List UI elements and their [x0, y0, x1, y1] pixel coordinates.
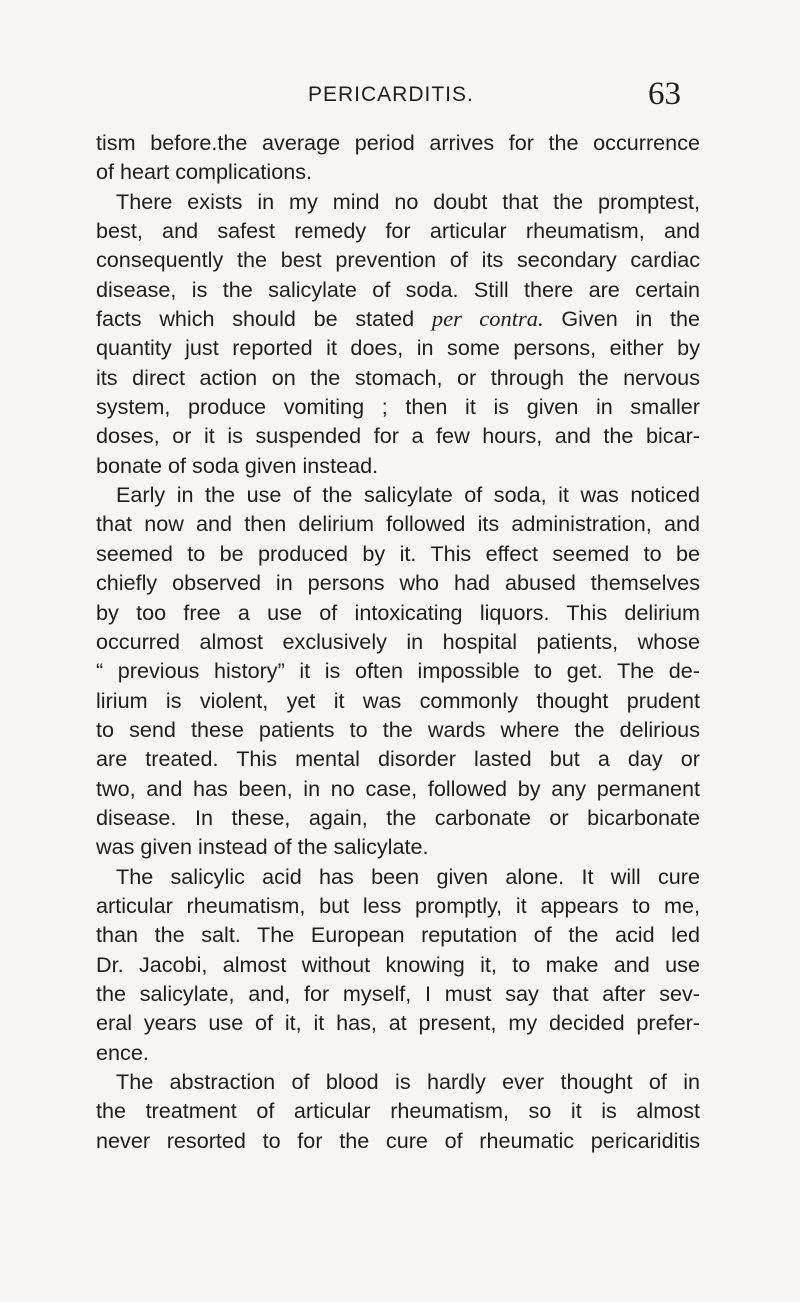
text-line: doses, or it is suspended for a few hours, and the bicar-	[96, 423, 700, 449]
text-line: tism before.the average period arrives for the occurrence	[96, 130, 700, 155]
text-line: seemed to be produced by it. This effect seemed to be	[96, 540, 700, 566]
running-header	[0, 76, 800, 116]
text-line-with-italic	[96, 304, 700, 333]
text-line: disease, is the salicylate of soda. Still there are certain	[96, 276, 700, 302]
text-line: never resorted to for the cure of rheumatic pericariditis	[96, 1127, 700, 1153]
text-line: was given instead of the salicylate.	[96, 834, 429, 860]
text-line: Dr. Jacobi, almost without knowing it, to make and use	[96, 951, 700, 977]
body-text	[96, 128, 700, 1155]
text-line: to send these patients to the wards where the delirious	[96, 716, 700, 742]
text-line: the treatment of articular rheumatism, so it is almost	[96, 1098, 700, 1124]
text-line: of heart complications.	[96, 159, 313, 185]
text-line: occurred almost exclusively in hospital patients, whose	[96, 628, 700, 654]
text-line: disease. In these, again, the carbonate or bicarbonate	[96, 804, 700, 830]
text-line: lirium is violent, yet it was commonly thought prudent	[96, 687, 700, 713]
text-line: than the salt. The European reputation of the acid led	[96, 922, 700, 948]
text-line: articular rheumatism, but less promptly, it appears to me,	[96, 892, 700, 918]
text-line: by too free a use of intoxicating liquors. This delirium	[96, 599, 700, 625]
text-line: are treated. This mental disorder lasted but a day or	[96, 746, 700, 772]
text-line: eral years use of it, it has, at present, my decided prefer-	[96, 1010, 700, 1036]
text-line: the salicylate, and, for myself, I must say that after sev-	[96, 980, 700, 1006]
text-line: chiefly observed in persons who had abused themselves	[96, 570, 700, 596]
text-line: bonate of soda given instead.	[96, 452, 379, 478]
running-title: PERICARDITIS.	[308, 83, 474, 106]
text-line: quantity just reported it does, in some persons, either by	[96, 335, 700, 361]
page-number: 63	[648, 76, 681, 112]
text-line: best, and safest remedy for articular rheumatism, and	[96, 218, 700, 244]
text-line: two, and has been, in no case, followed by any permanent	[96, 775, 700, 801]
italic-phrase: per contra.	[431, 306, 544, 332]
paragraph-start-line: The abstraction of blood is hardly ever thought of in	[116, 1069, 700, 1094]
text-line: “ previous history” it is often impossible to get. The de-	[96, 658, 700, 684]
text-line: that now and then delirium followed its administration, and	[96, 511, 700, 537]
paragraph-start-line: The salicylic acid has been given alone. It will cure	[116, 863, 700, 889]
text-line: ence.	[96, 1039, 149, 1065]
text-line: its direct action on the stomach, or through the nervous	[96, 364, 700, 390]
text-segment: facts which should be stated	[96, 306, 415, 332]
text-segment: Given in the	[561, 306, 700, 332]
text-line: system, produce vomiting ; then it is given in smaller	[96, 394, 700, 420]
text-line: consequently the best prevention of its secondary cardiac	[96, 247, 700, 273]
paragraph-start-line: Early in the use of the salicylate of soda, it was noticed	[116, 482, 700, 508]
paragraph-start-line: There exists in my mind no doubt that the promptest,	[116, 188, 700, 214]
